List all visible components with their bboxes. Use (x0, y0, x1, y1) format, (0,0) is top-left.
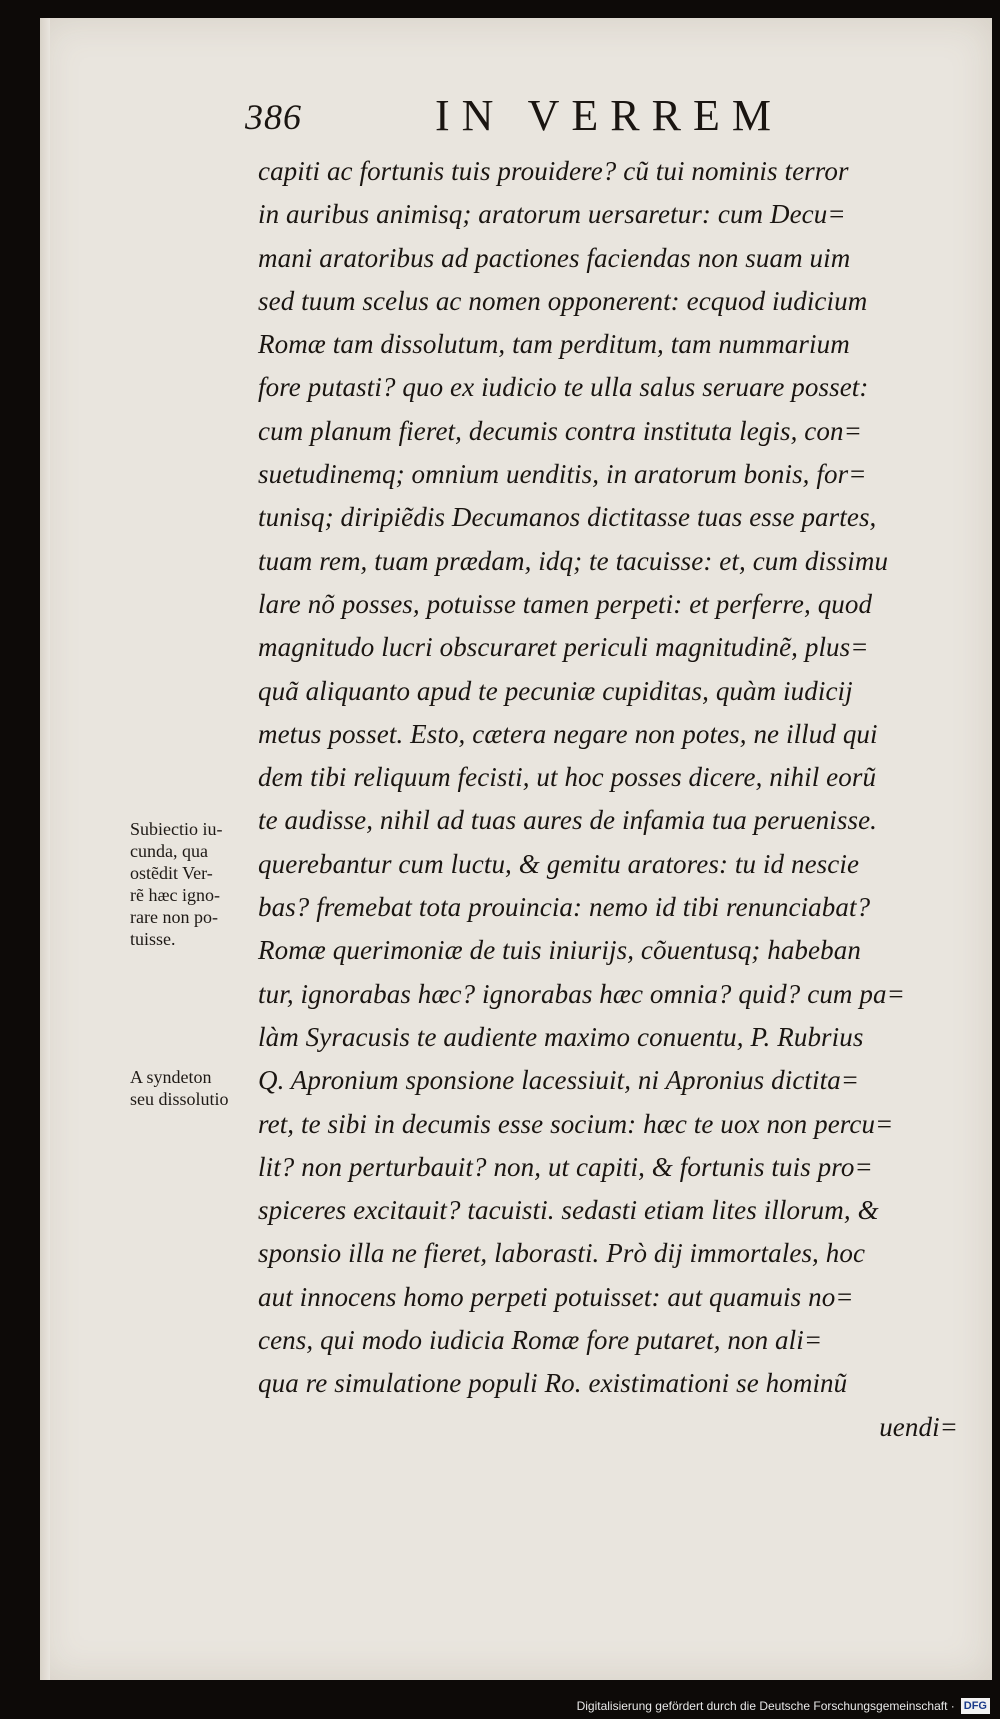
body-line: dem tibi reliquum fecisti, ut hoc posses dicere, nihil eorũ (258, 762, 877, 793)
body-line: lare nõ posses, potuisse tamen perpeti: et perferre, quod (258, 588, 873, 619)
body-line: Romæ querimoniæ de tuis iniurijs, cõuentusq; habeban (258, 935, 861, 966)
margin-note-line: ostẽdit Ver- (130, 863, 213, 883)
body-line: uendi= (879, 1411, 958, 1442)
body-line: cens, qui modo iudicia Romæ fore putaret, non ali= (258, 1325, 823, 1356)
body-line: spiceres excitauit? tacuisti. sedasti etiam lites illorum, & (258, 1195, 879, 1226)
body-line: qua re simulatione populi Ro. existimationi se hominũ (258, 1368, 848, 1399)
body-line: capiti ac fortunis tuis prouidere? cũ tui nominis terror (258, 156, 849, 186)
body-line: fore putasti? quo ex iudicio te ulla salus seruare posset: (258, 372, 869, 403)
body-line: Q. Apronium sponsione lacessiuit, ni Apronius dictita= (258, 1065, 860, 1096)
body-line: mani aratoribus ad pactiones faciendas non suam uim (258, 242, 851, 273)
body-line: in auribus animisq; aratorum uersaretur: cum Decu= (258, 199, 846, 230)
body-line: Romæ tam dissolutum, tam perditum, tam nummarium (258, 329, 850, 360)
body-line: metus posset. Esto, cætera negare non potes, ne illud qui (258, 718, 878, 749)
margin-note-line: cunda, qua (130, 841, 208, 861)
body-line: tuam rem, tuam prædam, idq; te tacuisse: et, cum dissimu (258, 545, 889, 576)
body-line: magnitudo lucri obscuraret periculi magnitudinẽ, plus= (258, 632, 869, 663)
running-head: IN VERREM (435, 91, 783, 140)
margin-note-line: rare non po- (130, 907, 218, 927)
body-line: tur, ignorabas hæc? ignorabas hæc omnia? quid? cum pa= (258, 978, 905, 1009)
margin-note-asyndeton (130, 1066, 305, 1110)
margin-note-line: rẽ hæc igno- (130, 885, 220, 905)
body-text (258, 150, 978, 1449)
credit-text: Digitalisierung gefördert durch die Deutsche Forschungsgemeinschaft · (576, 1699, 955, 1713)
margin-note-line: Subiectio iu- (130, 819, 223, 839)
margin-note-line: A syndeton (130, 1067, 212, 1087)
margin-note-line: tuisse. (130, 929, 176, 949)
margin-note-subiectio (130, 818, 305, 950)
body-line: ret, te sibi in decumis esse socium: hæc te uox non percu= (258, 1108, 894, 1139)
page-number: 386 (245, 97, 302, 137)
dfg-logo-icon: DFG (961, 1698, 990, 1714)
body-line: te audisse, nihil ad tuas aures de infamia tua peruenisse. (258, 805, 878, 836)
scanned-book-page (40, 18, 992, 1680)
digitization-credit (577, 1695, 990, 1717)
body-line: lit? non perturbauit? non, ut capiti, & fortunis tuis pro= (258, 1151, 873, 1182)
body-line: sed tuum scelus ac nomen opponerent: ecquod iudicium (258, 285, 868, 316)
margin-note-line: seu dissolutio (130, 1089, 229, 1109)
body-line: suetudinemq; omnium uenditis, in aratorum bonis, for= (258, 459, 867, 490)
body-line: làm Syracusis te audiente maximo conuentu, P. Rubrius (258, 1021, 864, 1052)
page-edge-shadow (40, 18, 50, 1680)
body-line: querebantur cum luctu, & gemitu aratores: tu id nescie (258, 848, 860, 879)
body-line: aut innocens homo perpeti potuisset: aut quamuis no= (258, 1281, 854, 1312)
body-line: tunisq; diripiẽdis Decumanos dictitasse tuas esse partes, (258, 502, 877, 533)
body-line: quã aliquanto apud te pecuniæ cupiditas, quàm iudicij (258, 675, 853, 706)
body-line: bas? fremebat tota prouincia: nemo id tibi renunciabat? (258, 892, 871, 923)
page-header (245, 90, 845, 150)
body-line: sponsio illa ne fieret, laborasti. Prò dij immortales, hoc (258, 1238, 866, 1269)
body-line: cum planum fieret, decumis contra instituta legis, con= (258, 415, 862, 446)
